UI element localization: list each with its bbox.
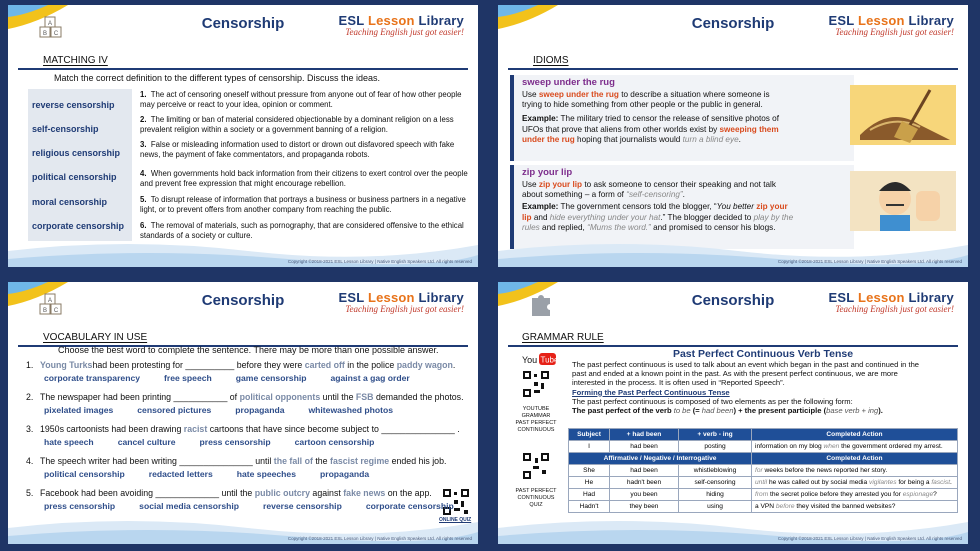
answer-options — [44, 373, 434, 383]
divider — [508, 345, 958, 347]
idiom-heading: zip your lip — [522, 167, 573, 178]
svg-text:B: B — [42, 308, 48, 314]
copyright: Copyright ©2018-2021 ESL Lesson Library | Native English Speakers Ltd. All rights reserved — [777, 536, 962, 541]
definition-item: 1. The act of censoring oneself without pressure from anyone out of fear of how other people may perceive or react to your idea, opinion or comment. — [140, 90, 462, 109]
answer-option[interactable]: cancel culture — [117, 437, 176, 447]
svg-text:B: B — [42, 31, 48, 37]
slide-title: Censorship — [201, 292, 285, 309]
term-item: religious censorship — [32, 148, 121, 158]
term-item: self-censorship — [32, 124, 99, 134]
answer-option[interactable]: censored pictures — [137, 405, 212, 415]
answer-options — [44, 437, 398, 447]
idiom-heading: sweep under the rug — [522, 77, 615, 88]
grammar-paragraph: The past perfect continuous is used to talk about an event which began in the past and continued in the past and ended at a known point in the past. As with the present perfect continuous, we are more interested in the process. It is often used in “Reported Speech”. Forming the Past Perfect Continuous Tense The past perfect continuous is composed of two elements as per the following form: The past perfect of the verb to be (= had been) + the present participle (base verb + ing). — [572, 360, 920, 416]
answer-option[interactable]: propaganda — [319, 469, 370, 479]
copyright: Copyright ©2018-2021 ESL Lesson Library | Native English Speakers Ltd. All rights reserved — [287, 536, 472, 541]
table-row: Had you been hiding from the secret police before they arrested you for espionage? — [569, 489, 958, 501]
definition-item: 5. To disrupt release of information that portrays a business or business partners in a negative light, or to prevent offers from another company from reaching the public. — [140, 195, 466, 214]
answer-option[interactable]: hate speech — [44, 437, 94, 447]
idiom-card: sweep under the rug Use sweep under the rug to describe a situation where someone is trying to hide something from other people or the public in general. Example: The military tried to censor the release of sensitive photos of UFOs that prove that aliens from other worlds exist by sweeping them under the rug hoping that journalists would turn a blind eye. — [510, 75, 854, 161]
vocab-question: 1. Young Turkshad been protesting for __________ before they were carted off in the police paddy wagon. — [26, 360, 456, 370]
svg-text:C: C — [53, 31, 59, 37]
answer-options — [44, 469, 393, 479]
definition-item: 6. The removal of materials, such as pornography, that are considered offensive to the ethical standards of a society or culture. — [140, 221, 464, 240]
online-quiz-link[interactable]: ONLINE QUIZ — [439, 517, 472, 523]
grammar-table — [568, 428, 958, 513]
answer-option[interactable]: corporate transparency — [44, 373, 140, 383]
vocab-question: 2. The newspaper had been printing ___________ of political opponents until the FSB demanded the photos. — [26, 392, 464, 402]
brand-logo: ESL Lesson Library Teaching English just got easier! — [828, 290, 954, 314]
slide-title: Censorship — [201, 15, 285, 32]
answer-option[interactable]: hate speeches — [236, 469, 296, 479]
copyright: Copyright ©2018-2021 ESL Lesson Library | Native English Speakers Ltd. All rights reserved — [777, 259, 962, 264]
answer-option[interactable]: redacted letters — [148, 469, 213, 479]
terms-panel — [28, 89, 132, 241]
definition-item: 3. False or misleading information used to distort or drown out disfavored speech with fake news, the payment of fake commentators, and propaganda robots. — [140, 140, 455, 159]
divider — [18, 68, 468, 70]
table-header: + had been — [610, 429, 679, 441]
section-heading: VOCABULARY IN USE — [43, 332, 148, 343]
grammar-title: Past Perfect Continuous Verb Tense — [672, 348, 854, 360]
answer-option[interactable]: pixelated images — [44, 405, 114, 415]
slide-title: Censorship — [691, 15, 775, 32]
svg-text:You: You — [522, 355, 538, 365]
svg-text:Tube: Tube — [540, 355, 559, 365]
divider — [508, 68, 958, 70]
quiz-qr-label: PAST PERFECT CONTINUOUS QUIZ — [515, 488, 557, 508]
answer-option[interactable]: political censorship — [44, 469, 125, 479]
answer-option[interactable]: social media censorship — [139, 501, 239, 511]
instruction-text: Match the correct definition to the different types of censorship. Discuss the ideas. — [54, 73, 381, 83]
answer-options — [44, 501, 478, 511]
brand-logo: ESL Lesson Library Teaching English just got easier! — [338, 290, 464, 314]
youtube-qr-label: YOUTUBE GRAMMAR PAST PERFECT CONTINUOUS — [515, 406, 557, 433]
definition-item: 2. The limiting or ban of material considered objectionable by a dominant religion on a less prevalent religion within a society or a government banning of a religion. — [140, 115, 454, 134]
answer-option[interactable]: corporate censorship — [365, 501, 454, 511]
svg-text:A: A — [47, 298, 53, 304]
section-heading: IDIOMS — [533, 55, 569, 66]
answer-option[interactable]: cartoon censorship — [294, 437, 375, 447]
table-section-header: Completed Action — [752, 453, 958, 465]
slide-matching — [8, 5, 478, 267]
table-row: She had been whistleblowing for weeks before the news reported her story. — [569, 465, 958, 477]
section-heading: GRAMMAR RULE — [522, 332, 604, 343]
answer-option[interactable]: press censorship — [44, 501, 116, 511]
section-heading: MATCHING IV — [43, 55, 108, 66]
answer-option[interactable]: game censorship — [235, 373, 307, 383]
brand-logo: ESL Lesson Library Teaching English just got easier! — [338, 13, 464, 37]
qr-code-icon[interactable] — [522, 452, 550, 480]
svg-text:C: C — [53, 308, 59, 314]
definition-item: 4. When governments hold back information from their citizens to exert control over the people and prevent free expression that might encourage rebellion. — [140, 169, 468, 188]
table-section-header: Affirmative / Negative / Interrogative — [569, 453, 752, 465]
slide-title: Censorship — [691, 292, 775, 309]
table-row: Hadn't they been using a VPN before they visited the banned websites? — [569, 501, 958, 513]
slide-idioms — [498, 5, 968, 267]
term-item: corporate censorship — [32, 221, 125, 231]
qr-code-icon[interactable] — [522, 370, 550, 398]
brand-logo: ESL Lesson Library Teaching English just got easier! — [828, 13, 954, 37]
answer-option[interactable]: press censorship — [199, 437, 271, 447]
table-header: Completed Action — [752, 429, 958, 441]
svg-text:A: A — [47, 21, 53, 27]
answer-option[interactable]: propaganda — [235, 405, 285, 415]
copyright: Copyright ©2018-2021 ESL Lesson Library | Native English Speakers Ltd. All rights reserved — [287, 259, 472, 264]
idiom-card: zip your lip Use zip your lip to ask someone to censor their speaking and not talk about something – a form of “self-censoring”. Example: The government censors told the blogger, “You better zip your lip and hide everything under your hat.” The blogger decided to play by the rules and replied, “Mums the word.” and promised to censor his blogs. — [510, 165, 854, 249]
answer-options — [44, 405, 417, 415]
vocab-question: 4. The speech writer had been writing _______________ until the fall of the fascist regime ended his job. — [26, 456, 447, 466]
answer-option[interactable]: free speech — [164, 373, 212, 383]
slide-vocabulary — [8, 282, 478, 544]
table-header: Subject — [569, 429, 610, 441]
answer-option[interactable]: against a gag order — [330, 373, 410, 383]
youtube-logo-icon[interactable] — [522, 352, 559, 366]
answer-option[interactable]: reverse censorship — [263, 501, 342, 511]
instruction-text: Choose the best word to complete the sentence. There may be more than one possible answer. — [58, 345, 439, 355]
table-row: He hadn't been self-censoring until he was called out by social media vigilantes for being a fascist. — [569, 477, 958, 489]
term-item: reverse censorship — [32, 100, 115, 110]
term-item: political censorship — [32, 172, 117, 182]
broom-rug-illustration — [850, 85, 956, 145]
zipped-lip-illustration — [850, 171, 956, 231]
table-header: + verb - ing — [679, 429, 752, 441]
vocab-question: 3. 1950s cartoonists had been drawing racist cartoons that have since become subject to _______________ . — [26, 424, 460, 434]
table-row: I had been posting information on my blog when the government ordered my arrest. — [569, 441, 958, 453]
vocab-question: 5. Facebook had been avoiding _____________ until the public outcry against fake news on the app. — [26, 488, 432, 498]
term-item: moral censorship — [32, 197, 108, 207]
answer-option[interactable]: whitewashed photos — [308, 405, 393, 415]
slide-grammar — [498, 282, 968, 544]
